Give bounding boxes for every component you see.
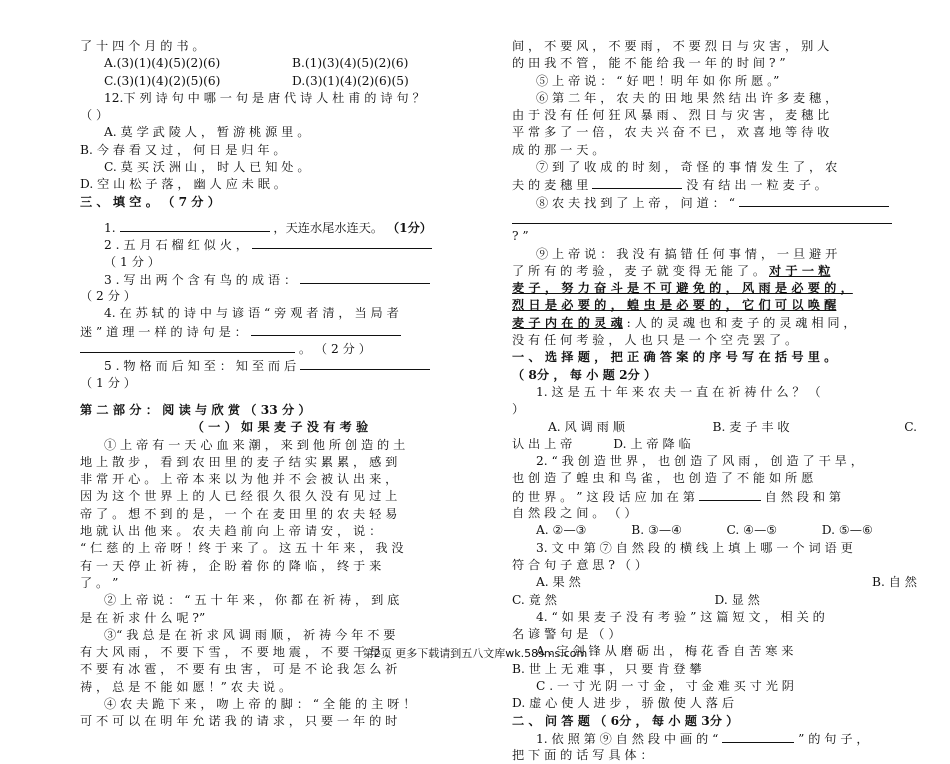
passage-line: “ 仁 慈 的 上 帝 呀 ！终 于 来 了 。 这 五 十 年 来 ， 我 没 <box>80 541 404 556</box>
option-c: C. 竟 然 <box>512 592 557 607</box>
option-c-text: 认 出 上 帝 <box>512 436 573 451</box>
passage-line: 帝 了 。 想 不 到 的 是 ， 一 个 在 麦 田 里 的 农 夫 轻 易 <box>80 506 398 521</box>
answer-blank[interactable] <box>739 194 889 207</box>
section-heading-choice: 一 、 选 择 题 ， 把 正 确 答 案 的 序 号 写 在 括 号 里 。 <box>512 350 837 365</box>
passage-line: 地 就 认 出 他 来 。 农 夫 趋 前 向 上 帝 请 安 ， 说 ： <box>80 524 382 539</box>
qa-text: ” 的 句 子 ， <box>798 731 869 746</box>
choice-2-line: 也 创 造 了 蝗 虫 和 鸟 雀 ， 也 创 造 了 不 能 如 所 愿 <box>512 471 814 486</box>
answer-blank[interactable] <box>120 219 270 232</box>
option-b: B. 世 上 无 难 事 ， 只 要 肯 登 攀 <box>512 661 702 676</box>
option-a: A. 果 然 <box>536 575 581 590</box>
choice-text: 自 然 段 和 第 <box>764 489 842 504</box>
passage-line: 的 田 我 不 管 ， 能 不 能 给 我 一 年 的 时 间 ? ” <box>512 56 786 71</box>
choice-1: 1. 这 是 五 十 年 来 农 夫 一 直 在 祈 祷 什 么 ？ （ <box>536 384 821 399</box>
option-a: A. 风 调 雨 顺 <box>548 419 625 434</box>
page-footer: 第2页 更多下载请到五八文库wk.58sms.com <box>362 647 588 660</box>
q11-option-a: A.(3)(1)(4)(5)(2)(6) <box>104 56 221 71</box>
passage-line <box>512 315 917 332</box>
option-c: C. <box>904 419 917 434</box>
fill-5 <box>80 357 480 374</box>
fill-2-score: （ 1 分 ） <box>104 254 160 269</box>
passage-line <box>512 263 917 280</box>
option-d: D. ⑤—⑥ <box>821 523 873 538</box>
fill-4-line1: 4. 在 苏 轼 的 诗 中 与 谚 语 “ 旁 观 者 清 ， 当 局 者 <box>104 306 399 321</box>
option-c: C . 一 寸 光 阴 一 寸 金 ， 寸 金 难 买 寸 光 阴 <box>536 678 794 693</box>
spacer <box>80 392 480 402</box>
passage-line <box>512 176 917 193</box>
fill-1 <box>80 219 480 236</box>
qa-1 <box>512 730 917 747</box>
option-b: B. 麦 子 丰 收 <box>712 419 790 434</box>
passage-line <box>512 211 917 228</box>
q12-option-a: A. 莫 学 武 陵 人 ， 暂 游 桃 源 里 。 <box>104 125 310 140</box>
answer-blank[interactable] <box>252 236 432 249</box>
passage-line: ① 上 帝 有 一 天 心 血 来 潮 ， 来 到 他 所 创 造 的 土 <box>104 437 406 452</box>
passage-text: 没 有 结 出 一 粒 麦 子 。 <box>686 178 827 193</box>
fill-5-score: （ 1 分 ） <box>80 375 136 390</box>
passage-text: ⑧ 农 夫 找 到 了 上 帝 ， 问 道 ： “ <box>536 195 735 210</box>
choice-3-options <box>512 574 917 591</box>
passage-line <box>512 194 917 211</box>
passage-line: 由 于 没 有 任 何 狂 风 暴 雨 、 烈 日 与 灾 害 ， 麦 穗 比 <box>512 108 830 123</box>
option-b: B. 自 然 <box>872 575 917 590</box>
choice-3-line: 符 合 句 子 意 思 ? （ ） <box>512 557 648 572</box>
answer-blank[interactable] <box>300 271 430 284</box>
passage-line: ⑨ 上 帝 说 ： 我 没 有 搞 错 任 何 事 情 ， 一 旦 避 开 <box>536 246 838 261</box>
section-heading-fill: 三 、 填 空 。 （ 7 分 ） <box>80 194 220 209</box>
passage-line: 因 为 这 个 世 界 上 的 人 已 经 很 久 很 久 没 有 见 过 上 <box>80 489 398 504</box>
fill-2-text: 2 . 五 月 石 榴 红 似 火 ， <box>104 238 248 253</box>
choice-3: 3. 文 中 第 ⑦ 自 然 段 的 横 线 上 填 上 哪 一 个 词 语 更 <box>536 540 853 555</box>
choice-2: 2. “ 我 创 造 世 界 ， 也 创 造 了 风 雨 ， 创 造 了 干 旱 ， <box>536 454 863 469</box>
key-sentence: 烈 日 是 必 要 的 ， 蝗 虫 是 必 要 的 ， 它 们 可 以 唤 醒 <box>512 298 837 313</box>
passage-line: 间 ， 不 要 风 ， 不 要 雨 ， 不 要 烈 日 与 灾 害 ， 别 人 <box>512 39 830 53</box>
passage-line: ④ 农 夫 跪 下 来 ， 吻 上 帝 的 脚 ： “ 全 能 的 主 呀 ！ <box>104 696 416 711</box>
fill-1-number: 1. <box>104 220 116 235</box>
answer-blank[interactable] <box>251 323 401 336</box>
passage-line: 平 常 多 了 一 倍 ， 农 夫 兴 奋 不 已 ， 欢 喜 地 等 待 收 <box>512 125 830 140</box>
passage-line: 地 上 散 步 ， 看 到 农 田 里 的 麦 子 结 实 累 累 ， 感 到 <box>80 454 398 469</box>
key-sentence: 麦 子 ， 努 力 奋 斗 是 不 可 避 免 的 ， 风 雨 是 必 要 的 ， <box>512 281 853 296</box>
fill-2 <box>80 236 480 253</box>
passage-line: ⑥ 第 二 年 ， 农 夫 的 田 地 果 然 结 出 许 多 麦 穗 ， <box>536 90 838 105</box>
passage-line: ⑦ 到 了 收 成 的 时 刻 ， 奇 怪 的 事 情 发 生 了 ， 农 <box>536 160 838 175</box>
left-column <box>80 38 480 731</box>
passage-line: 没 有 任 何 考 验 ， 人 也 只 是 一 个 空 壳 罢 了 。 <box>512 333 798 348</box>
text-line: 了 十 四 个 月 的 书 。 <box>80 39 205 53</box>
passage-title: （ 一 ） 如 果 麦 子 没 有 考 验 <box>191 420 369 435</box>
passage-text: : 人 的 灵 魂 也 和 麦 子 的 灵 魂 相 同 ， <box>626 315 856 330</box>
choice-3-options-2 <box>512 592 917 609</box>
answer-blank[interactable] <box>722 730 794 743</box>
fill-4-text: 迷 ” 道 理 一 样 的 诗 句 是 ： <box>80 324 247 339</box>
fill-4-line3 <box>80 340 480 357</box>
spacer <box>80 211 480 219</box>
fill-3-score: （ 2 分 ） <box>80 289 136 304</box>
passage-line: 成 的 那 一 天 。 <box>512 142 605 157</box>
passage-line: 了 。 ” <box>80 575 119 590</box>
qa-1-line: 把 下 面 的 话 写 具 体 ： <box>512 748 653 763</box>
option-d: D. 虚 心 使 人 进 步 ， 骄 傲 使 人 落 后 <box>512 696 735 711</box>
option-a: A. ②—③ <box>536 523 587 538</box>
section-heading-qa: 二 、 问 答 题 （ 6分 ， 每 小 题 3分 ） <box>512 713 739 728</box>
passage-text: 了 所 有 的 考 验 ， 麦 子 就 变 得 无 能 了 。 <box>512 263 766 278</box>
fill-3-text: 3 . 写 出 两 个 含 有 鸟 的 成 语 ： <box>104 272 297 287</box>
answer-paren: （ ） <box>80 108 109 123</box>
option-b: B. ③—④ <box>631 523 682 538</box>
fill-1-score: （1分） <box>386 220 432 235</box>
q11-options-row2 <box>80 73 480 90</box>
passage-line: ② 上 帝 说 ： “ 五 十 年 来 ， 你 都 在 祈 祷 ， 到 底 <box>104 593 400 608</box>
fill-4-line2 <box>80 323 480 340</box>
passage-line: 是 在 祈 求 什 么 呢 ?” <box>80 610 206 625</box>
question-12: 12.下 列 诗 句 中 哪 一 句 是 唐 代 诗 人 杜 甫 的 诗 句 ？ <box>104 90 425 105</box>
section-score: （ 8分 ， 每 小 题 2分 ） <box>512 367 657 382</box>
choice-text: 的 世 界 。 ” 这 段 话 应 加 在 第 <box>512 489 695 504</box>
passage-text: 夫 的 麦 穗 里 <box>512 178 589 193</box>
fill-1-text: ，天连水尾水连天。 <box>273 220 384 235</box>
choice-2-line <box>512 488 917 505</box>
passage-line: 祷 ， 总 是 不 能 如 愿 ！” 农 夫 说 。 <box>80 679 292 694</box>
choice-4: 4. “ 如 果 麦 子 没 有 考 验 ” 这 篇 短 文 ， 相 关 的 <box>536 609 825 624</box>
passage-line: 不 要 有 冰 雹 ， 不 要 有 虫 害 ， 可 是 不 论 我 怎 么 祈 <box>80 662 398 677</box>
fill-4-score: 。 （ 2 分 ） <box>298 342 371 357</box>
choice-4-line: 名 谚 警 句 是 （ ） <box>512 627 621 642</box>
q11-option-d: D.(3)(1)(4)(2)(6)(5) <box>292 73 409 88</box>
q11-options-row1 <box>80 55 480 72</box>
passage-line: ? ” <box>512 229 529 244</box>
answer-blank[interactable] <box>80 340 295 353</box>
option-d: D. 显 然 <box>714 592 760 607</box>
passage-line: 可 不 可 以 在 明 年 允 诺 我 的 请 求 ， 只 要 一 年 的 时 <box>80 714 398 729</box>
fill-3 <box>80 271 480 288</box>
option-a: A . 宝 剑 锋 从 磨 砺 出 ， 梅 花 香 自 苦 寒 来 <box>536 644 794 659</box>
key-sentence: 对 于 一 粒 <box>769 263 831 278</box>
qa-text: 1. 依 照 第 ⑨ 自 然 段 中 画 的 “ <box>536 731 719 746</box>
passage-line: ③“ 我 总 是 在 祈 求 风 调 雨 顺 ， 祈 祷 今 年 不 要 <box>104 627 396 642</box>
answer-blank[interactable] <box>592 176 682 189</box>
q11-option-b: B.(1)(3)(4)(5)(2)(6) <box>292 56 409 71</box>
q12-option-c: C. 莫 买 沃 洲 山 ， 时 人 已 知 处 。 <box>104 160 310 175</box>
passage-line: 有 一 天 停 止 祈 祷 ， 企 盼 着 你 的 降 临 ， 终 于 来 <box>80 558 382 573</box>
answer-paren: ） <box>512 402 525 417</box>
answer-blank[interactable] <box>300 357 430 370</box>
passage-line: ⑤ 上 帝 说 ： “ 好 吧 ！明 年 如 你 所 愿 。” <box>536 73 780 88</box>
q12-option-b: B. 今 春 看 又 过 ， 何 日 是 归 年 。 <box>80 142 286 157</box>
part-2-heading: 第 二 部 分 ： 阅 读 与 欣 赏 （ 33 分 ） <box>80 402 311 417</box>
choice-2-options <box>512 522 917 539</box>
choice-2-line: 自 然 段 之 间 。 （ ） <box>512 506 637 521</box>
option-c: C. ④—⑤ <box>726 523 778 538</box>
passage-line: 非 常 开 心 。 上 帝 本 来 以 为 他 并 不 会 被 认 出 来 ， <box>80 472 398 487</box>
choice-1-options-2 <box>512 436 917 453</box>
key-sentence: 麦 子 内 在 的 灵 魂 <box>512 315 623 330</box>
option-d: D. 上 帝 降 临 <box>613 436 691 451</box>
q12-option-d: D. 空 山 松 子 落 ， 幽 人 应 未 眠 。 <box>80 177 286 192</box>
answer-blank[interactable] <box>699 488 761 501</box>
fill-5-text: 5 . 物 格 而 后 知 至 ： 知 至 而 后 <box>104 359 297 374</box>
answer-blank[interactable] <box>512 211 892 224</box>
q11-option-c: C.(3)(1)(4)(2)(5)(6) <box>104 73 221 88</box>
passage-line: 有 大 风 雨 ， 不 要 下 雪 ， 不 要 地 震 ， 不 要 干 旱 ， <box>80 645 398 660</box>
choice-1-options <box>512 419 917 436</box>
